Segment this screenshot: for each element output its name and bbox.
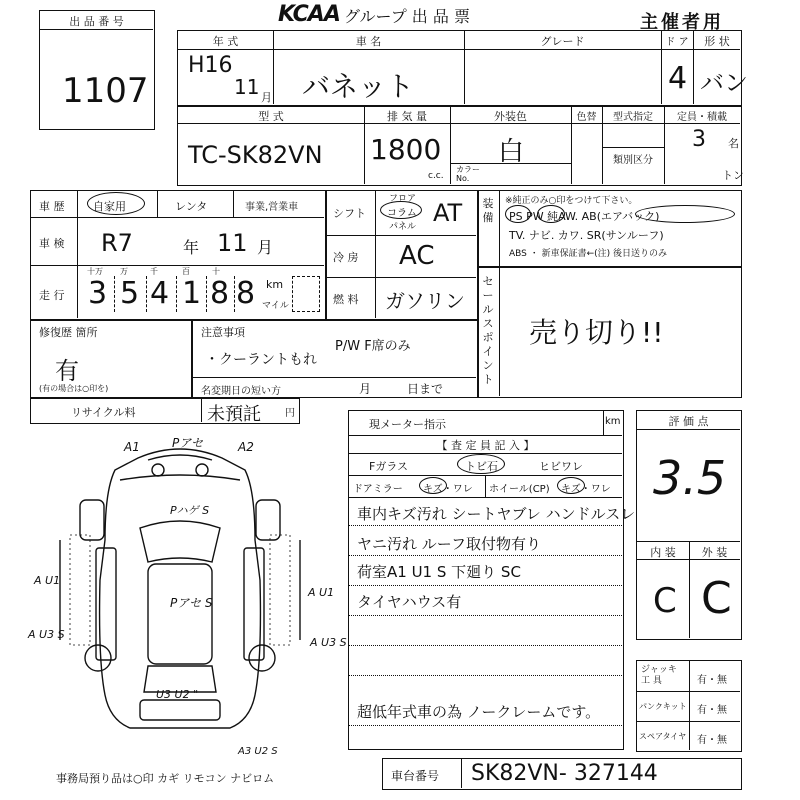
equipment-line-1: PS PW 純AW. AB(エアバック) [509, 210, 660, 223]
vehicle-row-1 [177, 30, 748, 106]
shaken-label: 車 検 [39, 237, 65, 250]
odometer [84, 266, 264, 316]
digit-3: 1 [182, 276, 202, 311]
exterior-color-label: 外装色 [494, 110, 527, 123]
inspector-line-1: 車内キズ汚れ シートヤブレ ハンドルスレ [357, 505, 636, 523]
ps-circle [505, 205, 531, 223]
recycle-yen: 円 [285, 408, 295, 419]
equipment-line-3: ABS ・ 新車保証書←(注) 後日送りのみ [509, 249, 668, 259]
mark-right-side: A U1 [308, 586, 335, 599]
digit-label-3: 百 [182, 267, 190, 276]
mark-hood: Pハゲ S [170, 504, 210, 517]
color-no-label: カラー No. [456, 165, 480, 183]
mark-front-left: A1 [124, 440, 140, 454]
mirror-circle [419, 477, 447, 494]
year-month: 11 [234, 75, 260, 99]
door-count: 4 [668, 61, 688, 96]
repair-block [30, 320, 192, 398]
glass-option-1: トビ石 [465, 460, 498, 473]
shift-value: AT [433, 199, 463, 227]
puncture-label: パンクキット [639, 702, 687, 711]
meter-km-unit: km [605, 416, 621, 427]
sales-point-label: セールスポイント [482, 275, 494, 386]
inspector-line-2: ヤニ汚れ ルーフ取付物有り [357, 535, 542, 553]
digit-label-1: 万 [120, 267, 128, 276]
spare-label: スペアタイヤ [639, 732, 687, 741]
private-circle [87, 192, 145, 215]
repair-label: 修復歴 箇所 [39, 326, 98, 339]
digit-label-0: 十万 [87, 267, 103, 276]
shaken-year-unit: 年 [183, 238, 200, 257]
interior-label: 内 装 [650, 546, 676, 559]
floor-label: フロア [389, 194, 417, 204]
digit-4: 8 [210, 276, 230, 311]
inspector-line-5: 超低年式車の為 ノークレームです。 [357, 703, 601, 721]
exterior-label: 外 装 [701, 546, 728, 559]
expiry-day-unit: 日まで [407, 382, 444, 396]
sales-point-text: 売り切り!! [529, 316, 664, 349]
recycle-block [30, 398, 300, 424]
digit-2: 4 [150, 276, 170, 311]
pw-circle [537, 205, 565, 223]
mark-left-lower: A U3 S [28, 628, 65, 641]
lot-number: 1107 [62, 71, 149, 111]
interior-grade: C [653, 581, 677, 621]
capacity-unit: 名 [728, 137, 739, 150]
score-value: 3.5 [653, 451, 727, 505]
exterior-color: 白 [498, 137, 525, 167]
notes-label: 注意事項 [201, 326, 245, 339]
jack-label: ジャッキ 工 具 [641, 665, 677, 686]
digit-1: 5 [120, 276, 140, 311]
inspector-header: 【 査 定 員 記 入 】 [436, 439, 535, 452]
mile-label: マイル [262, 301, 289, 311]
lot-number-label: 出 品 番 号 [40, 13, 153, 30]
glass-option-2: ヒビワレ [539, 460, 583, 473]
ac-value: AC [399, 241, 435, 271]
digit-label-4: 十 [212, 267, 220, 276]
mark-front-right: A2 [238, 440, 254, 454]
capacity-label: 定員・積載 [677, 112, 727, 123]
puncture-option: 有・無 [697, 705, 727, 716]
chassis-label: 車台番号 [391, 769, 440, 783]
digit-5: 8 [236, 276, 256, 311]
inspector-line-4: タイヤハウス有 [357, 593, 462, 611]
shift-label: シフト [333, 207, 366, 220]
displacement-label: 排 気 量 [387, 110, 427, 123]
equipment-line-2: TV. ナビ. カワ. SR(サンルーフ) [509, 229, 664, 242]
equipment-note: ※純正のみ○印をつけて下さい。 [505, 196, 638, 206]
spare-option: 有・無 [697, 735, 727, 746]
wheel-circle [557, 477, 585, 494]
equipment-label: 装備 [482, 197, 494, 224]
km-label: km [266, 278, 284, 291]
wheel-option: キズ・ワレ [561, 484, 611, 495]
inspector-line-3: 荷室A1 U1 S 下廻り SC [357, 563, 521, 581]
shaken-month-unit: 月 [257, 238, 274, 257]
model-code: TC-SK82VN [188, 141, 323, 169]
mark-rear: U3 U2 " [156, 688, 199, 701]
expiry-label: 名変期日の短い方 [201, 386, 281, 397]
organizer-label: 主催者用 [640, 12, 724, 33]
history-private: 自家用 [93, 200, 126, 213]
digit-label-2: 千 [150, 267, 158, 276]
car-name-label: 車 名 [355, 35, 382, 48]
mark-right-lower: A U3 S [310, 636, 347, 649]
jack-option: 有・無 [697, 675, 727, 686]
model-designation-label: 型式指定 [613, 112, 653, 123]
recycle-label: リサイクル料 [71, 406, 136, 419]
mileage-label: 走 行 [39, 289, 65, 302]
door-label: ド ア [665, 37, 689, 48]
history-rental: レンタ [175, 200, 208, 213]
shaken-month: 11 [217, 229, 248, 257]
inspector-block [348, 410, 636, 750]
meter-label: 現メーター指示 [369, 418, 446, 431]
car-name: バネット [302, 70, 415, 103]
repair-note: (有の場合は○印を) [39, 384, 109, 393]
fuel-value: ガソリン [385, 289, 465, 313]
notes-block [192, 320, 478, 398]
vehicle-row-2 [177, 106, 742, 186]
fuel-label: 燃 料 [333, 293, 359, 306]
history-business: 事業,営業車 [245, 202, 299, 213]
sales-point-block [478, 266, 742, 398]
ab-circle [635, 205, 735, 223]
form-title: グループ 出 品 票 [344, 7, 470, 26]
footer-note: 事務局預り品は○印 カギ リモコン ナビロム [56, 772, 275, 785]
glass-label: Fガラス [369, 460, 408, 473]
model-label: 型 式 [258, 110, 284, 123]
ac-label: 冷 房 [333, 251, 359, 264]
exterior-grade: C [701, 573, 732, 624]
grade-label: グレード [540, 35, 585, 48]
mark-left-side: A U1 [34, 574, 61, 587]
brand-logo: KCAA [278, 2, 340, 27]
month-unit: 月 [261, 91, 272, 104]
shape-label: 形 状 [704, 35, 730, 48]
column-label: コラム [387, 208, 417, 219]
accessories-block [636, 660, 742, 752]
year-label: 年 式 [212, 35, 239, 48]
column-circle [380, 201, 422, 219]
mile-box [292, 276, 320, 312]
score-label: 評 価 点 [668, 415, 709, 428]
cc-unit: c.c. [428, 171, 444, 181]
digit-0: 3 [88, 276, 108, 311]
capacity-value: 3 [692, 127, 706, 152]
mark-roof: Pアセ S [170, 596, 213, 610]
recycle-value: 未預託 [207, 404, 261, 425]
notes-line-2: P/W F席のみ [335, 339, 411, 354]
load-unit: トン [722, 169, 744, 182]
color-change-label: 色替 [576, 112, 597, 123]
history-label: 車 歴 [39, 200, 65, 213]
displacement: 1800 [370, 133, 442, 166]
lot-number-box [39, 10, 155, 130]
notes-line-1: ・クーラントもれ [205, 352, 317, 368]
wheel-label: ホイール(CP) [489, 484, 550, 495]
body-shape: バン [700, 69, 748, 97]
chassis-number: SK82VN- 327144 [471, 761, 658, 786]
mark-rear-bottom: A3 U2 S [238, 746, 278, 757]
expiry-month-unit: 月 [359, 382, 372, 396]
classification-label: 類別区分 [613, 155, 653, 166]
drivetrain-block [326, 190, 478, 320]
repair-value: 有 [55, 357, 79, 385]
panel-label: パネル [389, 222, 417, 232]
shaken-era: R7 [101, 229, 133, 257]
glass-circle [457, 454, 505, 474]
chassis-block [382, 758, 742, 790]
mirror-label: ドアミラー [353, 484, 403, 495]
year-era: H16 [188, 53, 233, 78]
car-damage-diagram [40, 430, 320, 750]
mirror-option: キズ・ワレ [423, 484, 473, 495]
mark-front-center: Pアセ [172, 436, 204, 450]
equipment-block [478, 190, 742, 268]
score-block [636, 410, 742, 640]
